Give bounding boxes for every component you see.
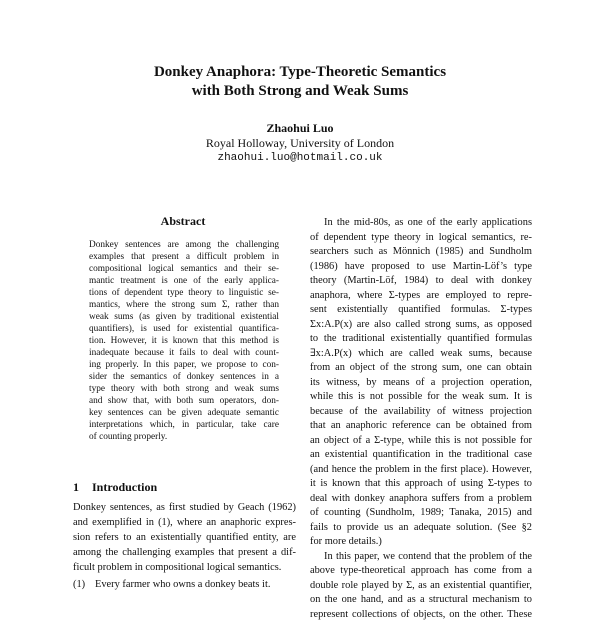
- text-line: of counting (Sundholm, 1989; Tanaka, 2015) and: [310, 507, 532, 518]
- text-line: to the traditional existentially quantified formulas: [310, 333, 532, 344]
- text-line: and exemplified in (1), where an anaphoric expres-: [73, 517, 296, 529]
- text-line: searchers such as Mönnich (1985) and Sundholm: [310, 246, 532, 257]
- paper-title: [0, 63, 600, 101]
- example-number: (1): [73, 579, 86, 590]
- author-affiliation: Royal Holloway, University of London: [205, 136, 395, 150]
- text-line: mantics, where the strong sum Σ, rather than: [89, 300, 279, 310]
- text-line: of counting properly.: [89, 432, 168, 442]
- text-line: on the one hand, and as a structural mechanism to: [310, 594, 532, 605]
- text-line: above type-theoretical approach has come from a: [310, 565, 532, 576]
- author-name: Zhaohui Luo: [266, 121, 334, 135]
- text-line: mantic treatment is one of the early applica-: [89, 276, 279, 286]
- text-line: compositional logical semantics and their se-: [89, 264, 279, 274]
- text-line: tion. However, it is known that this method is: [89, 336, 279, 346]
- text-line: because of the availability of witness projection: [310, 405, 532, 417]
- text-line: for more details.): [310, 536, 382, 547]
- text-line: among the challenging examples that present a dif-: [73, 547, 296, 559]
- text-line: an object of a Σ-type, while this is not possible for: [310, 434, 532, 446]
- example-text: Every farmer who owns a donkey beats it.: [95, 579, 271, 590]
- abstract-heading: Abstract: [160, 214, 206, 228]
- title-line-1: Donkey Anaphora: Type-Theoretic Semantics: [153, 64, 447, 80]
- text-line: In this paper, we contend that the problem of the: [324, 550, 532, 562]
- text-line: Σx:A.P(x) are also called strong sums, as opposed: [310, 318, 532, 330]
- text-line: key sentences can be given adequate semantic: [89, 408, 279, 418]
- text-line: that an anaphoric reference can be obtained from: [310, 420, 532, 431]
- text-line: while this is not possible for the weak sum. It is: [310, 391, 532, 402]
- text-line: In the mid-80s, as one of the early applications: [324, 217, 532, 228]
- text-line: tions of dependent type theory to linguistic se-: [89, 288, 279, 298]
- text-line: sider the semantics of donkey sentences in a: [89, 372, 279, 382]
- text-line: deal with donkey anaphora suffers from a problem: [310, 492, 532, 504]
- text-line: Donkey sentences are among the challenging: [89, 240, 279, 250]
- author-email: zhaohui.luo@hotmail.co.uk: [217, 152, 383, 164]
- text-line: represent collections of objects, on the other. These: [310, 608, 532, 620]
- text-line: sion refers to an existentially quantified entity, are: [73, 532, 296, 544]
- text-line: examples that present a difficult problem in: [89, 252, 279, 262]
- text-line: double role played by Σ, as an existential quantifier,: [310, 579, 532, 591]
- text-line: ficult problem in compositional logical semantics.: [73, 562, 282, 574]
- text-line: type theory with both strong and weak sums: [89, 384, 279, 394]
- text-line: from an object of the strong sum, one can obtain: [310, 362, 532, 373]
- text-line: Donkey sentences, as first studied by Geach (1962): [73, 502, 296, 513]
- text-line: inadequate because it fails to deal with count-: [89, 348, 279, 358]
- text-line: an existential quantification in the traditional case: [310, 449, 532, 460]
- text-line: sent existentially quantified formulas. Σ-types: [310, 304, 532, 315]
- text-line: ∃x:A.P(x) which are called weak sums, because: [310, 347, 532, 359]
- section-title: Introduction: [92, 480, 158, 494]
- text-line: weak sums (as given by traditional existential: [89, 312, 279, 322]
- text-line: anaphora, where Σ-types are employed to repre-: [310, 289, 532, 301]
- title-line-2: with Both Strong and Weak Sums: [191, 83, 409, 99]
- text-line: its witness, by means of a projection operation,: [310, 376, 532, 388]
- text-line: theory (Martin-Löf, 1984) to deal with donkey: [310, 275, 532, 286]
- section-number: 1: [73, 480, 79, 494]
- text-line: quantifiers), is used for existential quantifica-: [89, 324, 279, 334]
- text-line: (1986) have proposed to use Martin-Löf’s type: [310, 260, 532, 272]
- text-line: (and hence the problem in the first place). However,: [310, 463, 532, 475]
- text-line: interpretations which, in particular, take care: [89, 420, 279, 430]
- text-line: fails to provide us an adequate solution. (See §2: [310, 521, 532, 533]
- text-line: it is known that this approach of using Σ-types to: [310, 478, 532, 489]
- text-line: and show that, with both sum operators, don-: [89, 396, 279, 406]
- text-line: ing properly. In this paper, we propose to con-: [89, 360, 279, 370]
- text-line: of dependent type theory in logical semantics, re-: [310, 231, 532, 243]
